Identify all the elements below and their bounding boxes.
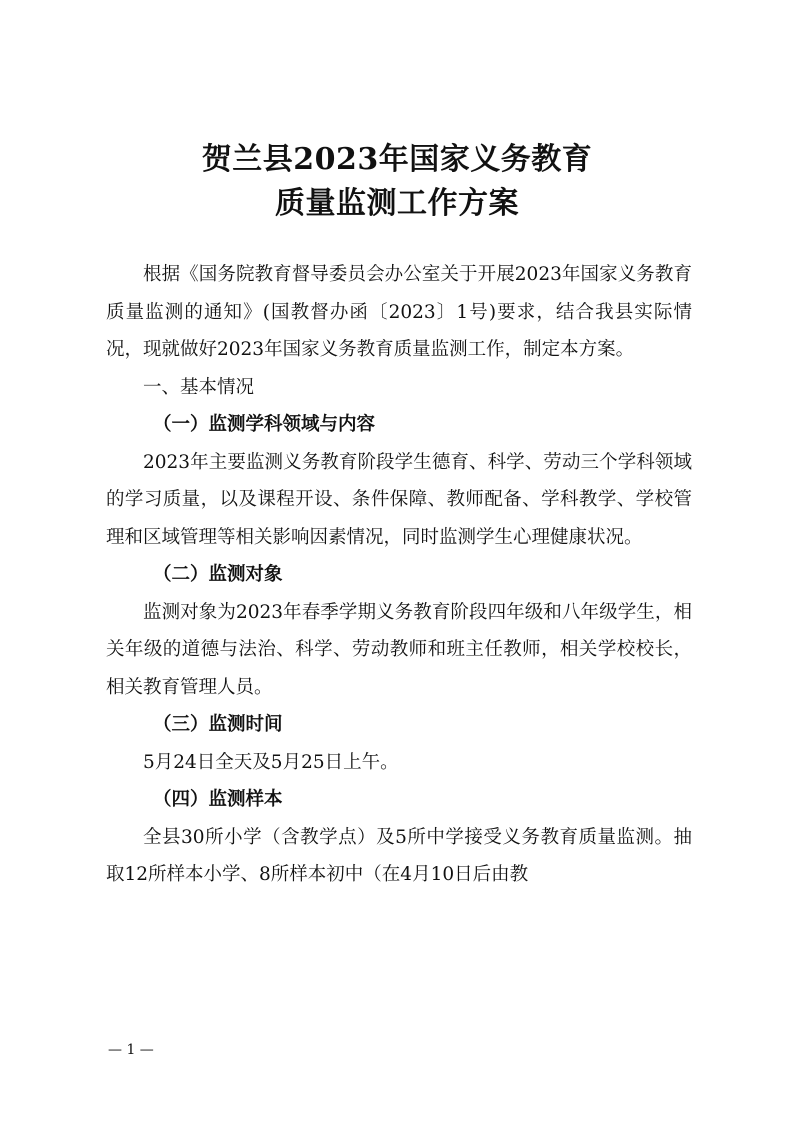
subsection-heading-subjects: （一）监测学科领域与内容 [153,414,376,435]
subsection-text-time: 5月24日全天及5月25日上午。 [143,751,399,773]
page-number: — 1 — [108,1042,154,1058]
document-title-line-1: 贺兰县2023年国家义务教育 [201,142,593,177]
subsection-heading-time: （三）监测时间 [153,714,283,735]
subsection-heading-samples: （四）监测样本 [153,789,283,810]
document-body [106,256,692,894]
section-heading-basic-info: 一、基本情况 [143,376,255,398]
intro-paragraph: 根据《国务院教育督导委员会办公室关于开展2023年国家义务教育质量监测的通知》(国教督办函〔2023〕1号)要求，结合我县实际情况，现就做好2023年国家义务教育质量监测工作，制定本方案。 [106,264,692,360]
subsection-text-samples: 全县30所小学（含教学点）及5所中学接受义务教育质量监测。抽取12所样本小学、8所样本初中（在4月10日后由教 [106,826,692,885]
subsection-text-subjects: 2023年主要监测义务教育阶段学生德育、科学、劳动三个学科领域的学习质量，以及课程开设、条件保障、教师配备、学科教学、学校管理和区域管理等相关影响因素情况，同时监测学生心理健康状况。 [106,451,692,548]
subsection-text-targets: 监测对象为2023年春季学期义务教育阶段四年级和八年级学生，相关年级的道德与法治、科学、劳动教师和班主任教师，相关学校校长，相关教育管理人员。 [106,601,692,698]
document-title-line-2: 质量监测工作方案 [275,186,519,221]
subsection-heading-targets: （二）监测对象 [153,564,283,585]
